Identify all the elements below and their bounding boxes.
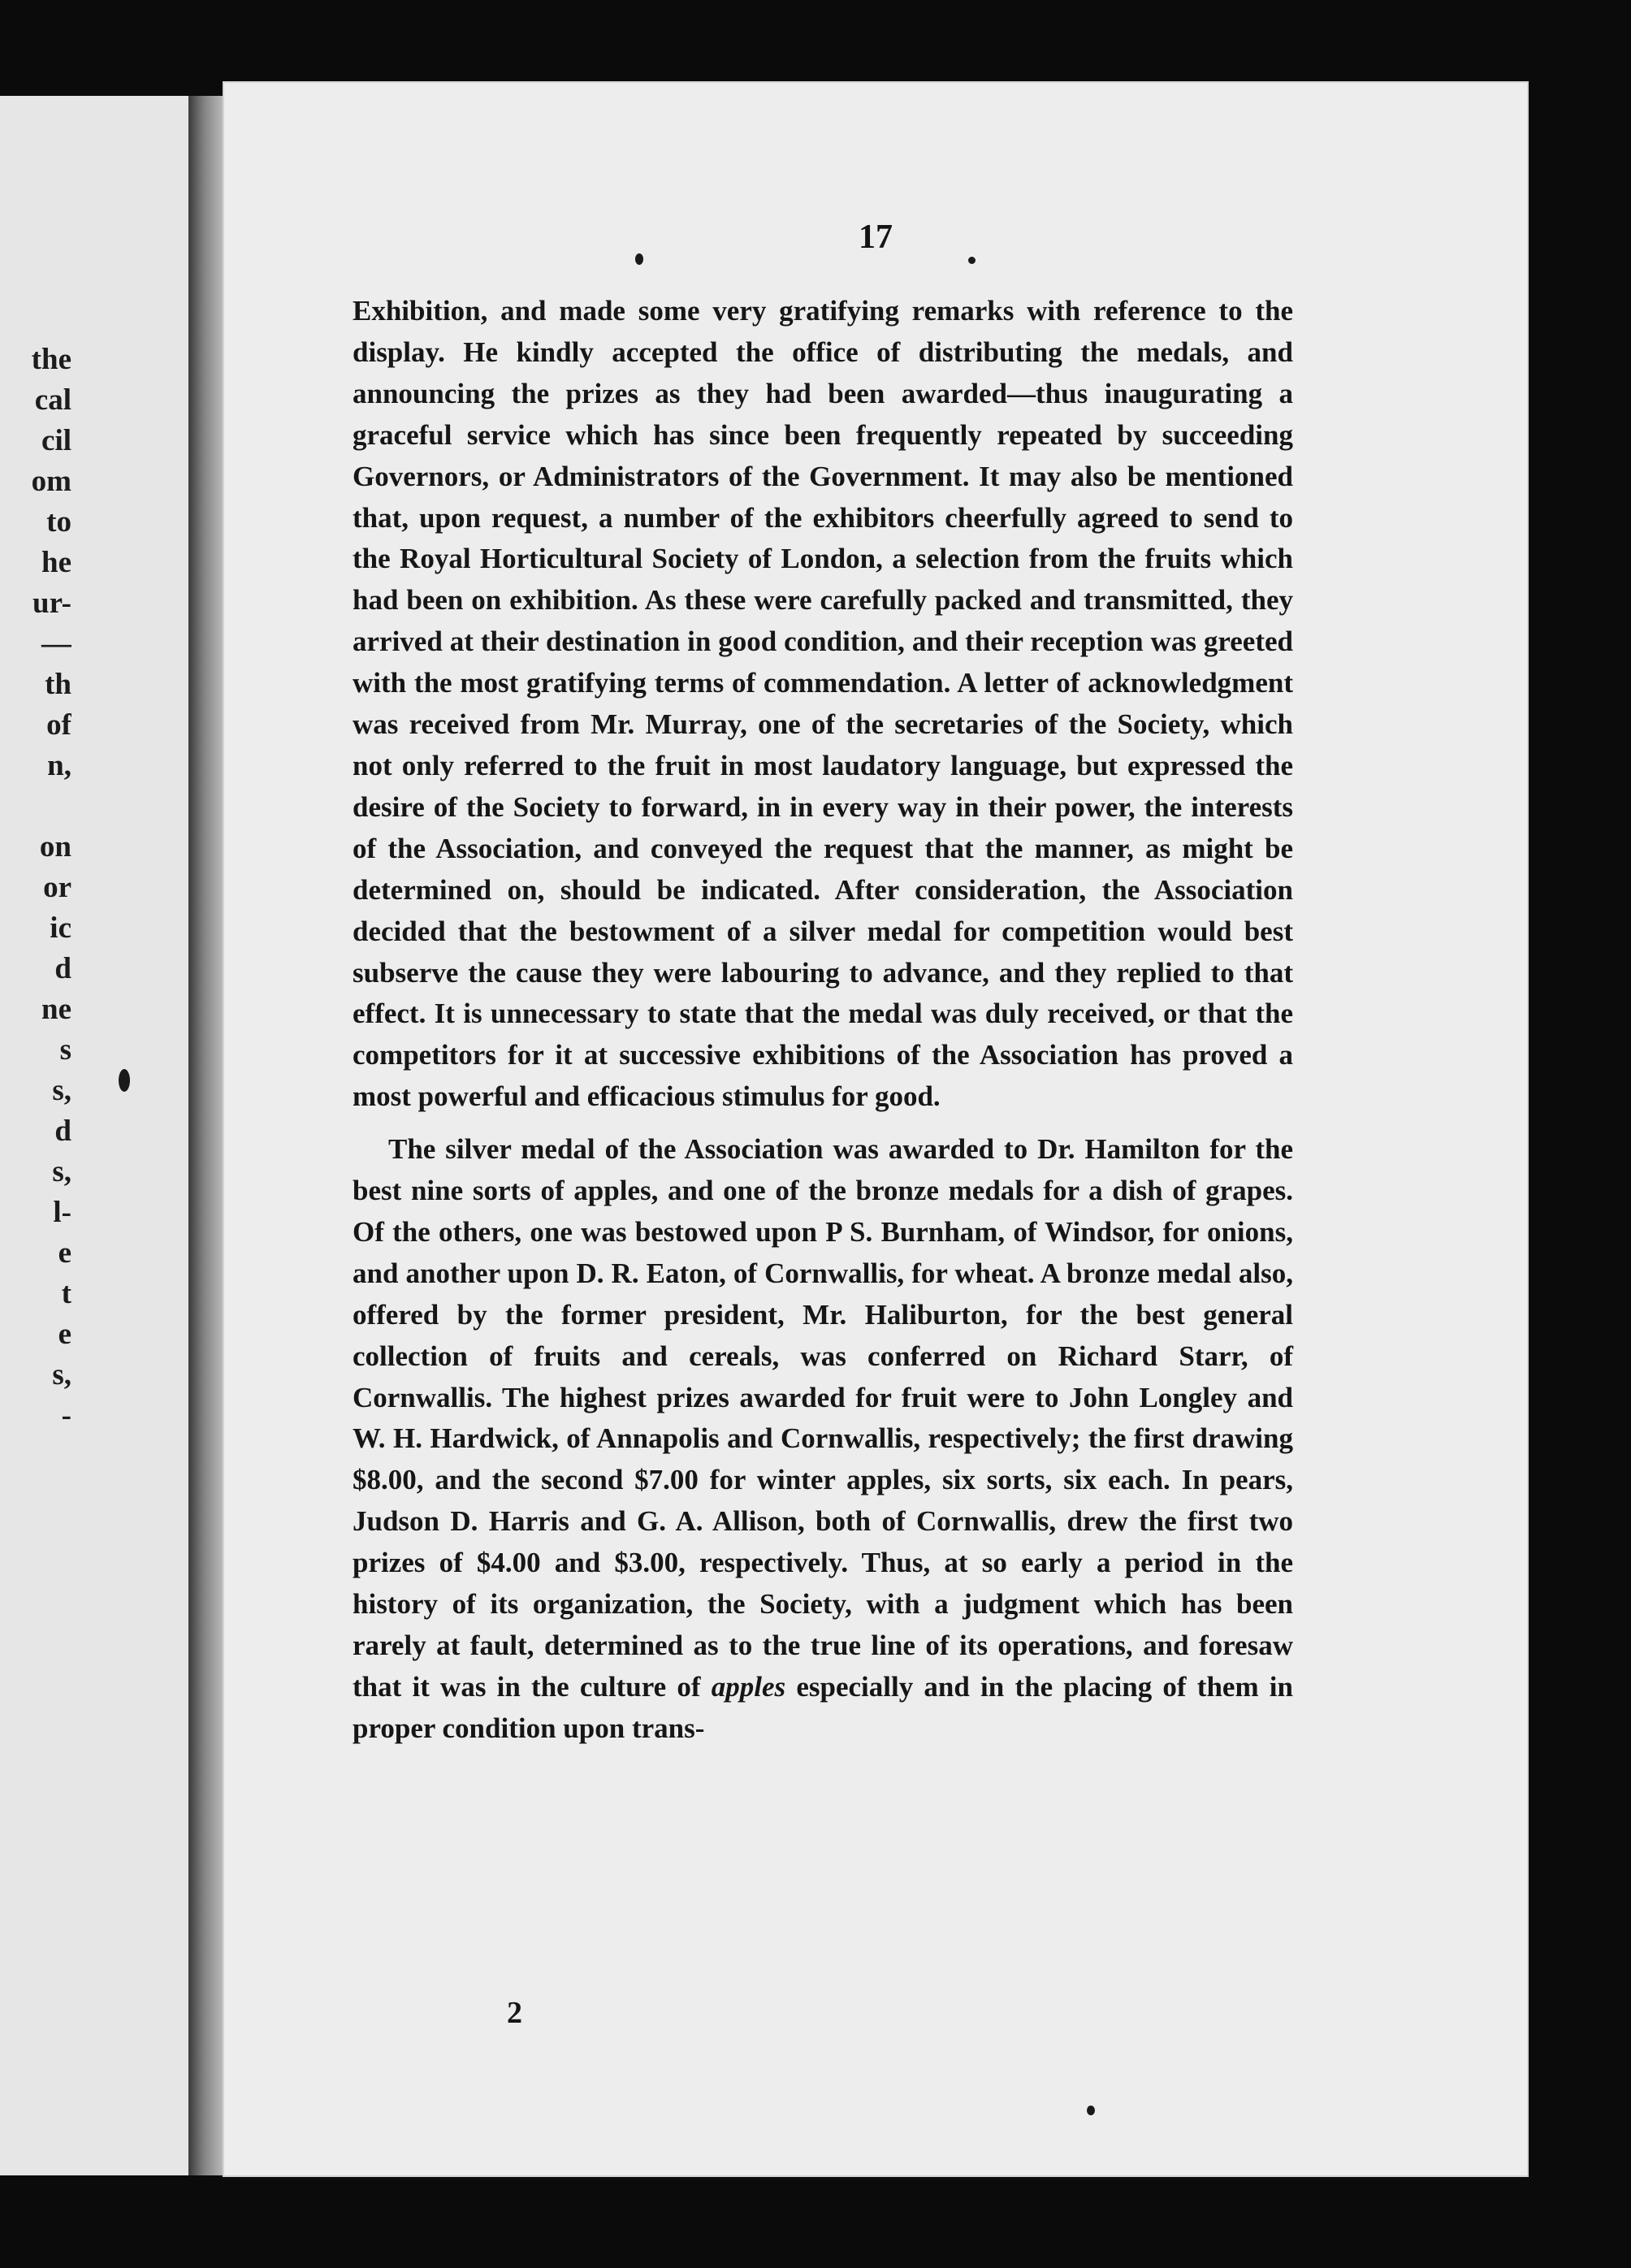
- edge-fragment: s: [59, 1033, 71, 1067]
- edge-fragment: he: [41, 546, 71, 579]
- left-facing-page: [0, 96, 188, 2175]
- body-text: [353, 291, 1293, 1750]
- edge-fragment: e: [58, 1236, 71, 1270]
- edge-fragment: n,: [47, 749, 71, 782]
- edge-fragment: ic: [50, 911, 71, 945]
- edge-fragment: th: [45, 668, 71, 701]
- paragraph: Exhibition, and made some very gratifying remarks with reference to the display. He kindly accepted the office of distributing the medals, and announcing the prizes as they had been awarded—thus inaugurating a graceful service which has since been frequently repeated by succeeding Governors, or Administrators of the Government. It may also be mentioned that, upon request, a number of the exhibitors cheerfully agreed to send to the Royal Horticultural Society of London, a selection from the fruits which had been on exhibition. As these were carefully packed and transmitted, they arrived at their destination in good condition, and their reception was greeted with the most gratifying terms of commendation. A letter of acknowledgment was received from Mr. Murray, one of the secretaries of the Society, which not only referred to the fruit in most laudatory language, but expressed the desire of the Society to forward, in in every way in their power, the interests of the Association, and conveyed the request that the manner, as might be determined on, should be indicated. After consideration, the Association decided that the bestowment of a silver medal for competition would best subserve the cause they were labouring to advance, and they replied to that effect. It is unnecessary to state that the medal was duly received, or that the competitors for it at successive exhibitions of the Association has proved a most powerful and efficacious stimulus for good.: [353, 295, 1293, 1113]
- paragraph-text: The silver medal of the Association was awarded to Dr. Hamilton for the best nine sorts of apples, and one of the bronze medals for a dish of grapes. Of the others, one was bestowed upon P S. Burnham, of Windsor, for onions, and another upon D. R. Eaton, of Cornwallis, for wheat. A bronze medal also, offered by the former president, Mr. Haliburton, for the best general collection of fruits and cereals, was conferred on Richard Starr, of Cornwallis. The highest prizes awarded for fruit were to John Longley and W. H. Hardwick, of Annapolis and Cornwallis, respectively; the first drawing $8.00, and the second $7.00 for winter apples, six sorts, six each. In pears, Judson D. Harris and G. A. Allison, both of Cornwallis, drew the first two prizes of $4.00 and $3.00, respectively. Thus, at so early a period in the history of its organization, the Society, with a judgment which has been rarely at fault, determined as to the true line of its operations, and foresaw that it was in the culture of: [353, 1133, 1293, 1703]
- edge-fragment: to: [46, 505, 71, 539]
- edge-fragment: [6, 786, 71, 827]
- edge-fragment: of: [46, 708, 71, 742]
- edge-fragment: ur-: [32, 586, 71, 620]
- edge-fragment: the: [31, 343, 71, 376]
- edge-fragment: -: [61, 1399, 71, 1432]
- edge-fragment: d: [54, 1115, 71, 1148]
- edge-fragment: s,: [52, 1358, 71, 1392]
- ink-speck: [968, 257, 976, 264]
- edge-fragment: or: [43, 871, 71, 904]
- edge-fragment: ne: [41, 993, 71, 1026]
- edge-fragment: s,: [52, 1155, 71, 1188]
- edge-fragment: s,: [52, 1074, 71, 1107]
- ink-speck: [635, 253, 643, 265]
- edge-fragment: e: [58, 1318, 71, 1351]
- edge-fragment: on: [39, 830, 71, 863]
- paragraph: [353, 1129, 1293, 1750]
- left-page-text-edge: [6, 340, 71, 1436]
- signature-mark: 2: [507, 1996, 522, 2030]
- ink-speck: [1087, 2106, 1095, 2115]
- book-page: [223, 81, 1529, 2177]
- book-gutter: [188, 96, 223, 2175]
- paragraph-text: especially and in the placing of them in proper condition upon trans-: [353, 1670, 1293, 1744]
- edge-fragment: d: [54, 952, 71, 985]
- edge-fragment: cal: [34, 383, 71, 417]
- page-number: 17: [859, 219, 893, 256]
- edge-fragment: cil: [41, 424, 71, 457]
- edge-fragment: t: [61, 1277, 71, 1310]
- edge-fragment: om: [31, 465, 71, 498]
- ink-speck: [119, 1069, 130, 1092]
- edge-fragment: —: [41, 627, 71, 660]
- emphasized-text: apples: [711, 1670, 786, 1703]
- edge-fragment: l-: [53, 1196, 71, 1229]
